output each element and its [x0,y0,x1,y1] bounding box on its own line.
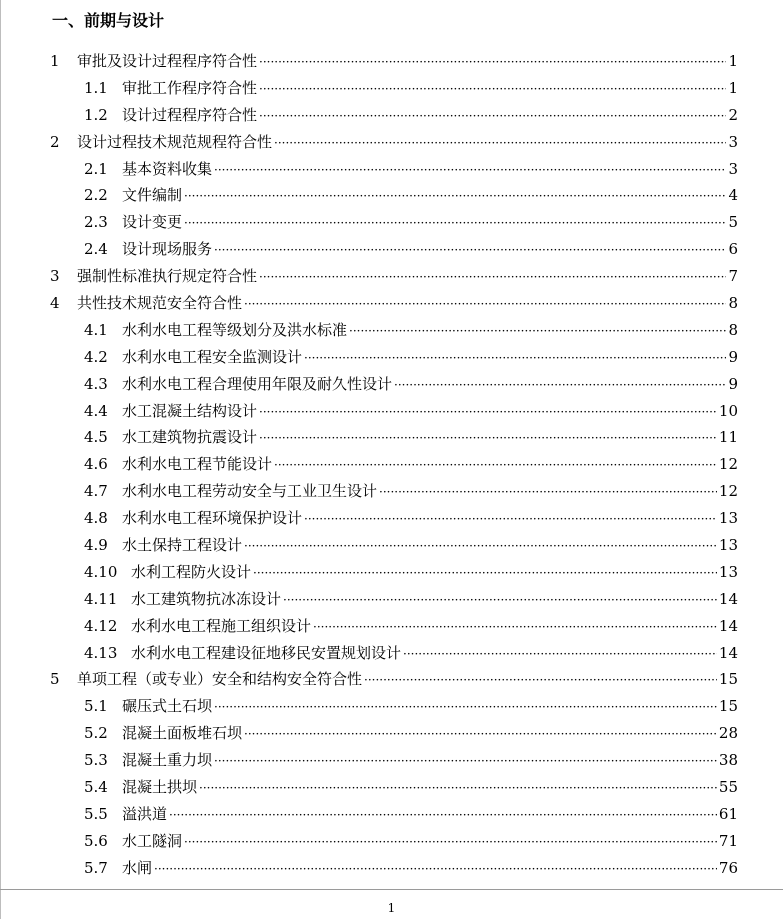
toc-entry-title: 水利水电工程等级划分及洪水标准 [122,320,348,339]
toc-entry-number: 4.13 [84,643,118,662]
toc-entry[interactable] [0,747,783,774]
toc-entry-page: 8 [728,320,738,339]
toc-entry[interactable] [0,801,783,828]
toc-entry[interactable] [0,317,783,344]
toc-entry-number: 5.2 [84,724,108,743]
toc-entry-page: 71 [718,831,738,850]
toc-entry-number: 3 [50,267,60,286]
toc-entry-title: 设计现场服务 [122,240,213,259]
toc-entry-number: 4.10 [84,562,118,581]
toc-entry-number: 5.4 [84,778,108,797]
toc-entry-title: 审批工作程序符合性 [122,78,258,97]
toc-entry-page: 3 [728,132,738,151]
toc-entry-number: 1 [50,52,60,70]
toc-entry-number: 5.5 [84,804,108,823]
toc-entry[interactable] [0,371,783,398]
toc-entry-page: 14 [718,589,738,608]
toc-entry-title: 共性技术规范安全符合性 [77,294,243,313]
toc-dot-leader [283,586,717,614]
toc-entry-page: 12 [718,482,738,501]
toc-entry[interactable] [0,344,783,371]
toc-dot-leader [214,156,726,184]
toc-dot-leader [259,424,717,452]
page-number: 1 [387,901,396,915]
toc-entry[interactable] [0,613,783,640]
toc-entry[interactable] [0,828,783,855]
table-of-contents [0,48,783,882]
toc-entry-page: 15 [718,697,738,716]
toc-dot-leader [394,371,726,399]
toc-entry-page: 1 [728,52,738,70]
toc-entry-number: 4.1 [84,320,108,339]
toc-entry-title: 水利水电工程建设征地移民安置规划设计 [131,643,402,662]
toc-entry-page: 8 [728,294,738,313]
toc-entry-number: 2.1 [84,159,108,178]
toc-entry-title: 水利水电工程劳动安全与工业卫生设计 [122,482,378,501]
toc-entry-page: 55 [718,778,738,797]
toc-dot-leader [184,828,717,856]
toc-entry-page: 38 [718,751,738,770]
toc-entry-number: 2.3 [84,213,108,232]
toc-entry[interactable] [0,398,783,425]
toc-entry-title: 设计变更 [122,213,183,232]
toc-entry-title: 水工建筑物抗震设计 [122,428,258,447]
toc-entry-number: 4.7 [84,482,108,501]
toc-entry[interactable] [0,102,783,129]
toc-entry-page: 13 [718,536,738,555]
toc-entry-page: 61 [718,804,738,823]
section-heading: 一、前期与设计 [52,11,165,30]
toc-entry-page: 15 [718,670,738,689]
toc-entry[interactable] [0,129,783,156]
toc-dot-leader [379,478,717,506]
toc-entry-title: 水闸 [122,858,153,877]
toc-entry-number: 1.1 [84,78,108,97]
toc-entry-title: 混凝土面板堆石坝 [122,724,243,743]
toc-dot-leader [259,75,726,103]
toc-entry-number: 4.8 [84,509,108,528]
toc-entry-page: 76 [718,858,738,877]
toc-entry-page: 14 [718,616,738,635]
toc-entry-number: 4.5 [84,428,108,447]
toc-entry-number: 5.6 [84,831,108,850]
toc-dot-leader [154,855,717,883]
toc-dot-leader [169,801,717,829]
toc-entry-title: 混凝土重力坝 [122,751,213,770]
toc-entry-title: 混凝土拱坝 [122,778,198,797]
toc-entry-page: 2 [728,105,738,124]
toc-dot-leader [184,182,726,210]
toc-entry-title: 水工隧洞 [122,831,183,850]
toc-entry-title: 水利水电工程环境保护设计 [122,509,303,528]
toc-entry-page: 3 [728,159,738,178]
toc-entry-number: 5.7 [84,858,108,877]
toc-entry[interactable] [0,478,783,505]
toc-entry[interactable] [0,48,783,75]
toc-entry-number: 2.2 [84,186,108,205]
toc-entry[interactable] [0,666,783,693]
toc-entry-number: 4 [50,294,60,313]
footer-divider [0,889,783,890]
toc-entry-page: 28 [718,724,738,743]
toc-entry-number: 5 [50,670,60,689]
toc-entry-title: 水利工程防火设计 [131,562,252,581]
toc-entry-title: 水利水电工程施工组织设计 [131,616,312,635]
toc-dot-leader [403,640,717,668]
toc-entry-page: 14 [718,643,738,662]
toc-entry[interactable] [0,774,783,801]
toc-entry-number: 5.1 [84,697,108,716]
toc-entry-page: 1 [728,78,738,97]
toc-entry-title: 设计过程程序符合性 [122,105,258,124]
toc-entry-page: 10 [718,401,738,420]
toc-dot-leader [259,48,726,76]
toc-dot-leader [364,666,717,694]
toc-dot-leader [214,693,717,721]
toc-dot-leader [244,532,717,560]
toc-entry-number: 5.3 [84,751,108,770]
toc-entry-page: 9 [728,374,738,393]
toc-dot-leader [304,344,726,372]
toc-entry[interactable] [0,559,783,586]
toc-entry-page: 13 [718,562,738,581]
toc-entry-number: 2 [50,132,60,151]
toc-entry[interactable] [0,424,783,451]
toc-entry-title: 单项工程（或专业）安全和结构安全符合性 [77,670,363,689]
toc-entry-number: 1.2 [84,105,108,124]
toc-dot-leader [184,209,726,237]
toc-dot-leader [244,720,717,748]
toc-dot-leader [259,398,717,426]
toc-entry-title: 水利水电工程安全监测设计 [122,347,303,366]
toc-entry[interactable] [0,451,783,478]
toc-dot-leader [244,290,726,318]
toc-dot-leader [214,236,726,264]
toc-entry[interactable] [0,290,783,317]
toc-dot-leader [274,451,717,479]
toc-entry-title: 设计过程技术规范规程符合性 [77,132,273,151]
toc-entry-title: 强制性标准执行规定符合性 [77,267,258,286]
toc-entry-page: 4 [728,186,738,205]
toc-entry-page: 6 [728,240,738,259]
toc-entry-number: 4.4 [84,401,108,420]
toc-entry-page: 11 [718,428,738,447]
toc-dot-leader [259,263,726,291]
toc-entry-number: 4.12 [84,616,118,635]
toc-entry-page: 5 [728,213,738,232]
toc-entry-page: 7 [728,267,738,286]
toc-entry[interactable] [0,263,783,290]
toc-dot-leader [313,613,717,641]
toc-entry-title: 水土保持工程设计 [122,536,243,555]
toc-entry-number: 2.4 [84,240,108,259]
toc-dot-leader [274,129,726,157]
toc-entry[interactable] [0,505,783,532]
toc-entry-number: 4.2 [84,347,108,366]
toc-entry[interactable] [0,586,783,613]
toc-entry-number: 4.6 [84,455,108,474]
toc-entry-title: 溢洪道 [122,804,168,823]
toc-entry-title: 文件编制 [122,186,183,205]
toc-entry-number: 4.9 [84,536,108,555]
toc-entry-title: 水利水电工程节能设计 [122,455,273,474]
toc-dot-leader [304,505,717,533]
toc-entry[interactable] [0,209,783,236]
toc-entry-title: 水利水电工程合理使用年限及耐久性设计 [122,374,393,393]
toc-entry-title: 水工建筑物抗冰冻设计 [131,589,282,608]
toc-entry-title: 碾压式土石坝 [122,697,213,716]
toc-dot-leader [349,317,726,345]
toc-dot-leader [259,102,726,130]
toc-entry[interactable] [0,236,783,263]
toc-entry[interactable] [0,855,783,882]
toc-entry-title: 审批及设计过程程序符合性 [77,52,258,70]
toc-entry[interactable] [0,693,783,720]
toc-entry-page: 9 [728,347,738,366]
toc-entry[interactable] [0,75,783,102]
toc-dot-leader [214,747,717,775]
toc-entry[interactable] [0,182,783,209]
toc-entry[interactable] [0,720,783,747]
toc-entry-title: 水工混凝土结构设计 [122,401,258,420]
toc-entry[interactable] [0,156,783,183]
toc-entry-page: 13 [718,509,738,528]
toc-entry[interactable] [0,640,783,667]
toc-entry-number: 4.11 [84,589,118,608]
toc-dot-leader [253,559,717,587]
toc-entry-page: 12 [718,455,738,474]
toc-entry-number: 4.3 [84,374,108,393]
toc-dot-leader [199,774,717,802]
toc-entry-title: 基本资料收集 [122,159,213,178]
toc-entry[interactable] [0,532,783,559]
